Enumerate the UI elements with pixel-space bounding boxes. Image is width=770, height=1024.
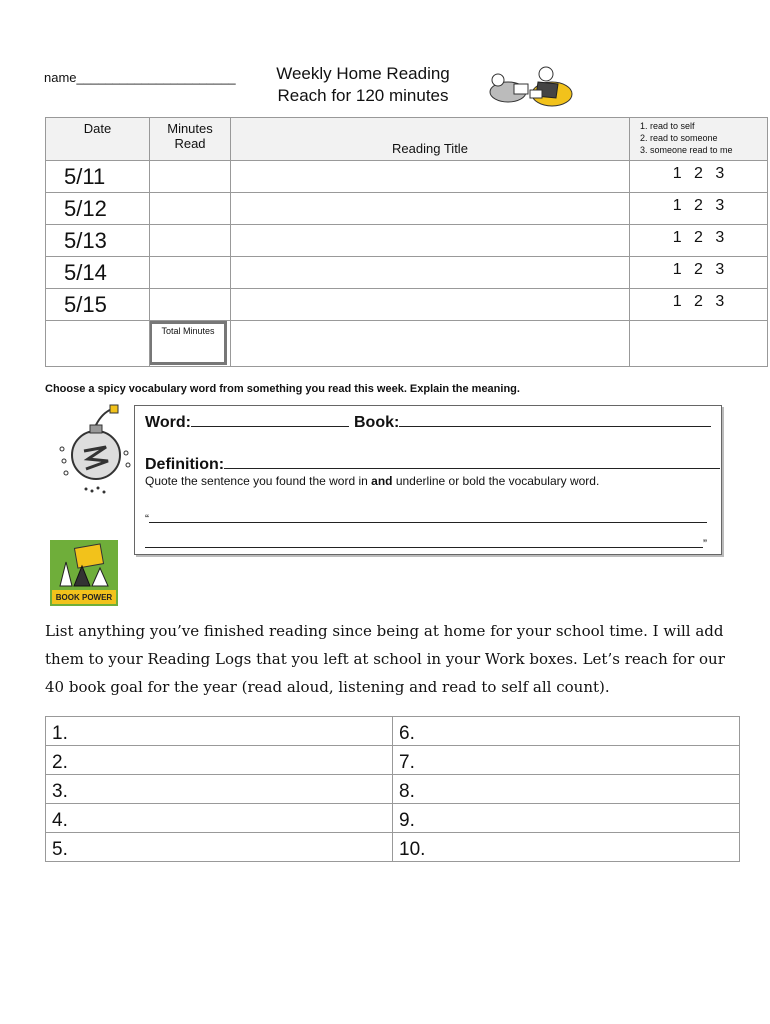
- total-empty-cell: [630, 321, 768, 367]
- list-item: [46, 804, 740, 833]
- header-reading-mode-legend: [630, 118, 768, 161]
- table-row: [46, 257, 768, 289]
- table-row: [46, 193, 768, 225]
- list-cell[interactable]: 6.: [393, 717, 740, 746]
- title-cell[interactable]: [231, 161, 630, 193]
- minutes-cell[interactable]: [150, 161, 231, 193]
- list-cell[interactable]: 3.: [46, 775, 393, 804]
- table-row: [46, 225, 768, 257]
- list-cell[interactable]: 5.: [46, 833, 393, 862]
- minutes-cell[interactable]: [150, 289, 231, 321]
- minutes-cell[interactable]: [150, 225, 231, 257]
- book-label: Book:: [354, 414, 400, 431]
- open-quote: “: [145, 512, 149, 526]
- definition-label: Definition:: [145, 456, 225, 473]
- close-quote: ”: [703, 537, 707, 551]
- page-title: [230, 63, 496, 107]
- list-cell[interactable]: 8.: [393, 775, 740, 804]
- header-date: Date: [46, 118, 150, 161]
- title-cell[interactable]: [231, 225, 630, 257]
- total-minutes-box[interactable]: Total Minutes: [149, 321, 227, 365]
- minutes-cell[interactable]: [150, 193, 231, 225]
- mode-choices[interactable]: 1 2 3: [630, 289, 768, 321]
- list-cell[interactable]: 2.: [46, 746, 393, 775]
- quote-instructions: Quote the sentence you found the word in and underline or bold the vocabulary word.: [145, 474, 600, 488]
- vocabulary-prompt: Choose a spicy vocabulary word from something you read this week. Explain the meaning.: [45, 383, 520, 395]
- mode-choices[interactable]: 1 2 3: [630, 161, 768, 193]
- bomb-clipart-icon: [56, 403, 132, 499]
- definition-blank[interactable]: [224, 454, 720, 469]
- reading-kids-clipart-icon: [486, 62, 576, 110]
- mode-choices[interactable]: 1 2 3: [630, 225, 768, 257]
- header-minutes-line-2: Read: [174, 136, 206, 151]
- instructions-paragraph: List anything you’ve finished reading since being at home for your school time. I will add them to your Reading Logs that you left at school in your Work boxes. Let’s reach for our 40 book goal for the year (read aloud, listening and read to self all count).: [45, 622, 725, 696]
- header-minutes-line-1: Minutes: [167, 121, 213, 136]
- badge-text: BOOK POWER: [55, 593, 113, 602]
- book-power-clipart-icon: [50, 540, 118, 606]
- list-cell[interactable]: 9.: [393, 804, 740, 833]
- quote-line-1[interactable]: [145, 508, 707, 526]
- total-empty-cell: [46, 321, 150, 367]
- legend-item: 3. someone read to me: [640, 145, 733, 155]
- list-item: [46, 717, 740, 746]
- word-label: Word:: [145, 414, 191, 431]
- total-empty-cell: [231, 321, 630, 367]
- list-cell[interactable]: 4.: [46, 804, 393, 833]
- table-header-row: [46, 118, 768, 161]
- title-cell[interactable]: [231, 257, 630, 289]
- row-date: 5/11: [46, 161, 150, 193]
- definition-field[interactable]: [145, 454, 720, 474]
- total-minutes-cell[interactable]: [150, 321, 231, 367]
- book-field[interactable]: [354, 412, 711, 432]
- row-date: 5/12: [46, 193, 150, 225]
- title-cell[interactable]: [231, 289, 630, 321]
- name-field-label: name______________________: [44, 70, 236, 85]
- list-cell[interactable]: 7.: [393, 746, 740, 775]
- title-line-2: Reach for 120 minutes: [277, 86, 449, 105]
- table-row: [46, 289, 768, 321]
- row-date: 5/14: [46, 257, 150, 289]
- word-blank[interactable]: [191, 412, 349, 427]
- quote-blank-2[interactable]: [145, 533, 703, 548]
- total-row: [46, 321, 768, 367]
- row-date: 5/13: [46, 225, 150, 257]
- vocabulary-box: [134, 405, 722, 555]
- list-cell[interactable]: 10.: [393, 833, 740, 862]
- legend-item: 1. read to self: [640, 121, 695, 131]
- quote-line-2[interactable]: [145, 533, 707, 551]
- quote-blank-1[interactable]: [149, 508, 707, 523]
- list-item: [46, 775, 740, 804]
- title-line-1: Weekly Home Reading: [276, 64, 450, 83]
- word-field[interactable]: [145, 412, 349, 432]
- header-reading-title: Reading Title: [231, 118, 630, 161]
- mode-choices[interactable]: 1 2 3: [630, 257, 768, 289]
- list-item: [46, 746, 740, 775]
- row-date: 5/15: [46, 289, 150, 321]
- book-blank[interactable]: [399, 412, 711, 427]
- table-row: [46, 161, 768, 193]
- header-minutes: [150, 118, 231, 161]
- title-cell[interactable]: [231, 193, 630, 225]
- reading-log-table: [45, 117, 768, 367]
- list-cell[interactable]: 1.: [46, 717, 393, 746]
- mode-choices[interactable]: 1 2 3: [630, 193, 768, 225]
- minutes-cell[interactable]: [150, 257, 231, 289]
- book-list-table: [45, 716, 740, 862]
- list-item: [46, 833, 740, 862]
- legend-item: 2. read to someone: [640, 133, 718, 143]
